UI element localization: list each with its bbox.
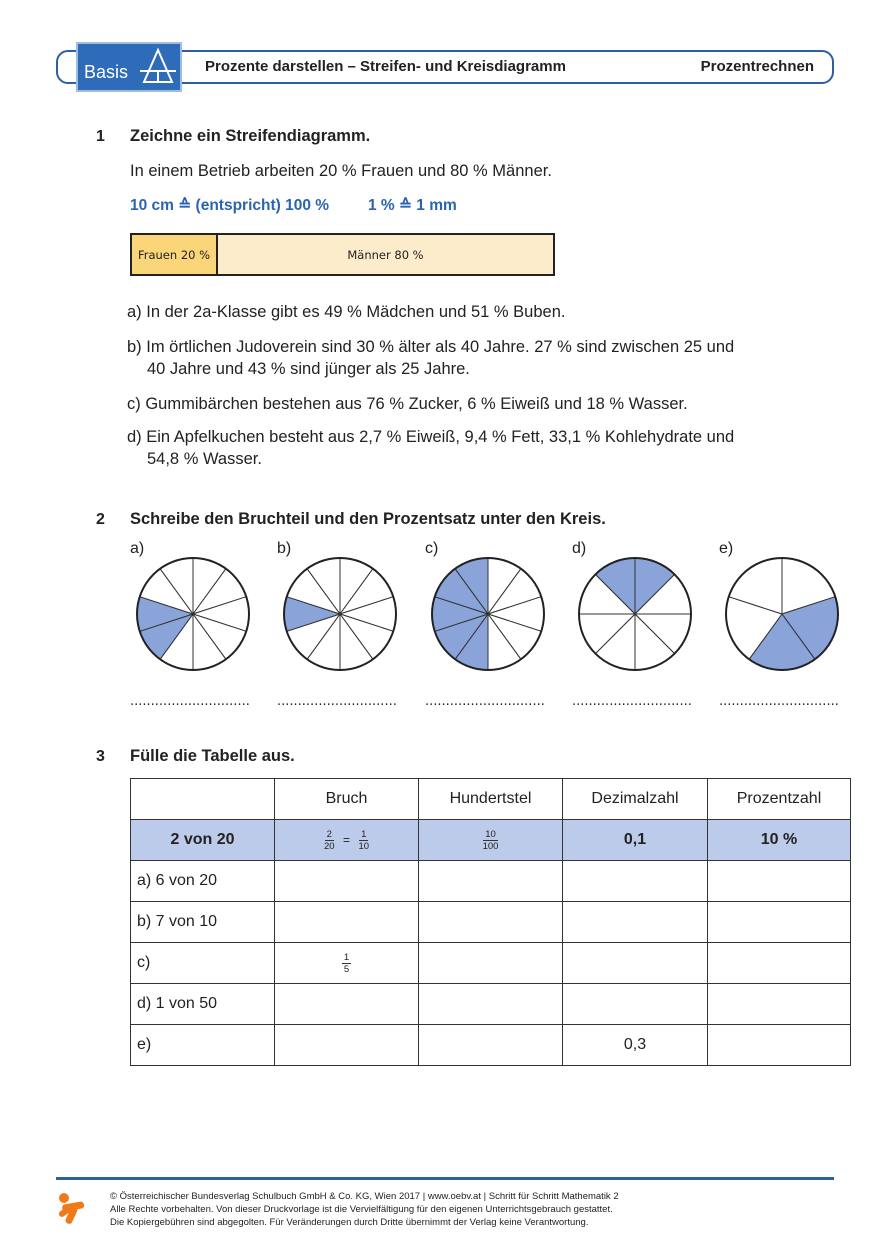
item-text: Im örtlichen Judoverein sind 30 % älter als 40 Jahre. 27 % sind zwischen 25 und bbox=[146, 338, 735, 356]
copyright-line: Die Kopiergebühren sind abgegolten. Für Veränderungen durch Dritte übernimmt der Verlag keine Verantwortung. bbox=[110, 1217, 589, 1228]
circle-label: e) bbox=[719, 540, 734, 557]
row-label: c) bbox=[131, 943, 275, 984]
item-label: a) bbox=[127, 303, 142, 321]
stripe-diagram bbox=[130, 233, 555, 276]
circle-label: c) bbox=[425, 540, 439, 557]
answer-cell[interactable] bbox=[275, 1025, 419, 1066]
fraction bbox=[358, 829, 369, 852]
task-number: 1 bbox=[96, 128, 105, 145]
circle-label: d) bbox=[572, 540, 587, 557]
scale-note: 10 cm ≙ (entspricht) 100 % bbox=[130, 197, 330, 214]
item-text-cont: 40 Jahre und 43 % sind jünger als 25 Jahre. bbox=[147, 360, 470, 378]
table-header-cell: Prozentzahl bbox=[708, 779, 851, 820]
item-label: c) bbox=[127, 395, 141, 413]
equals-sign: = bbox=[342, 833, 350, 847]
table-header-cell: Hundertstel bbox=[419, 779, 563, 820]
item-text-cont: 54,8 % Wasser. bbox=[147, 450, 262, 468]
copyright-notice bbox=[110, 1190, 619, 1229]
answer-line[interactable]: ............................. bbox=[425, 694, 545, 709]
denominator: 100 bbox=[482, 840, 499, 852]
item-label: b) bbox=[127, 338, 142, 356]
scale-note-mm: 1 % ≙ 1 mm bbox=[368, 197, 457, 214]
answer-cell[interactable] bbox=[708, 861, 851, 902]
answer-cell[interactable] bbox=[419, 943, 563, 984]
subject-label: Prozentrechnen bbox=[700, 58, 814, 75]
table-header-cell: Bruch bbox=[275, 779, 419, 820]
answer-cell[interactable] bbox=[563, 861, 708, 902]
example-fraction bbox=[275, 820, 419, 861]
item-text: Gummibärchen bestehen aus 76 % Zucker, 6 % Eiweiß und 18 % Wasser. bbox=[145, 395, 688, 413]
fraction bbox=[483, 829, 499, 852]
task-item bbox=[127, 426, 827, 470]
item-text: Ein Apfelkuchen besteht aus 2,7 % Eiweiß, 9,4 % Fett, 33,1 % Kohlehydrate und bbox=[146, 428, 735, 446]
answer-cell[interactable] bbox=[419, 984, 563, 1025]
numerator: 10 bbox=[485, 828, 496, 840]
answer-line[interactable]: ............................. bbox=[719, 694, 839, 709]
table-example-row bbox=[131, 820, 851, 861]
level-label: Basis bbox=[84, 62, 129, 82]
table-header-cell: Dezimalzahl bbox=[563, 779, 708, 820]
page-title: Prozente darstellen – Streifen- und Kreisdiagramm bbox=[205, 58, 566, 75]
row-label: d) 1 von 50 bbox=[131, 984, 275, 1025]
item-label: d) bbox=[127, 428, 142, 446]
fraction bbox=[324, 829, 335, 852]
circle-diagram bbox=[280, 554, 400, 674]
answer-cell[interactable] bbox=[563, 902, 708, 943]
answer-cell[interactable] bbox=[419, 1025, 563, 1066]
table-row bbox=[131, 943, 851, 984]
table-row bbox=[131, 984, 851, 1025]
answer-cell[interactable] bbox=[563, 943, 708, 984]
answer-cell[interactable] bbox=[275, 984, 419, 1025]
example-decimal: 0,1 bbox=[563, 820, 708, 861]
given-decimal-cell: 0,3 bbox=[563, 1025, 708, 1066]
circle-diagram bbox=[133, 554, 253, 674]
denominator: 20 bbox=[323, 840, 335, 852]
task-item bbox=[127, 301, 827, 323]
task-number: 2 bbox=[96, 511, 105, 528]
example-hundredths bbox=[419, 820, 563, 861]
answer-line[interactable]: ............................. bbox=[277, 694, 397, 709]
task-intro: In einem Betrieb arbeiten 20 % Frauen und 80 % Männer. bbox=[130, 162, 552, 180]
stripe-segment-men: Männer 80 % bbox=[218, 235, 553, 274]
circle-label: a) bbox=[130, 540, 145, 557]
numerator: 2 bbox=[326, 828, 332, 840]
task-heading: Fülle die Tabelle aus. bbox=[130, 747, 295, 765]
answer-line[interactable]: ............................. bbox=[572, 694, 692, 709]
table-row bbox=[131, 902, 851, 943]
answer-line[interactable]: ............................. bbox=[130, 694, 250, 709]
answer-cell[interactable] bbox=[708, 1025, 851, 1066]
circle-diagram bbox=[722, 554, 842, 674]
answer-cell[interactable] bbox=[708, 943, 851, 984]
answer-cell[interactable] bbox=[563, 984, 708, 1025]
row-label: b) 7 von 10 bbox=[131, 902, 275, 943]
table-row bbox=[131, 1025, 851, 1066]
stripe-segment-women: Frauen 20 % bbox=[132, 235, 218, 274]
fraction bbox=[342, 952, 351, 975]
answer-cell[interactable] bbox=[708, 902, 851, 943]
circle-diagram bbox=[428, 554, 548, 674]
answer-cell[interactable] bbox=[275, 902, 419, 943]
circle-diagram bbox=[575, 554, 695, 674]
task-heading: Schreibe den Bruchteil und den Prozentsatz unter den Kreis. bbox=[130, 510, 606, 528]
answer-cell[interactable] bbox=[419, 861, 563, 902]
task-item bbox=[127, 336, 827, 380]
answer-cell[interactable] bbox=[708, 984, 851, 1025]
table-row bbox=[131, 861, 851, 902]
footer-divider bbox=[56, 1177, 834, 1180]
conversion-table bbox=[130, 778, 851, 1066]
publisher-logo-icon bbox=[54, 1190, 90, 1226]
row-label: e) bbox=[131, 1025, 275, 1066]
table-header-cell bbox=[131, 779, 275, 820]
copyright-line: © Österreichischer Bundesverlag Schulbuch GmbH & Co. KG, Wien 2017 | www.oebv.at | Schritt für Schritt Mathematik 2 bbox=[110, 1191, 619, 1202]
copyright-line: Alle Rechte vorbehalten. Von dieser Druckvorlage ist die Vervielfältigung für den eigenen Unterrichtsgebrauch gestattet. bbox=[110, 1204, 613, 1215]
numerator: 1 bbox=[361, 828, 367, 840]
task-heading: Zeichne ein Streifendiagramm. bbox=[130, 127, 371, 145]
example-label: 2 von 20 bbox=[131, 820, 275, 861]
given-fraction-cell bbox=[275, 943, 419, 984]
task-number: 3 bbox=[96, 748, 105, 765]
denominator: 5 bbox=[343, 963, 350, 975]
denominator: 10 bbox=[358, 840, 370, 852]
example-percent: 10 % bbox=[708, 820, 851, 861]
item-text: In der 2a-Klasse gibt es 49 % Mädchen und 51 % Buben. bbox=[146, 303, 566, 321]
numerator: 1 bbox=[343, 951, 350, 963]
table-header-row bbox=[131, 779, 851, 820]
answer-cell[interactable] bbox=[275, 861, 419, 902]
row-label: a) 6 von 20 bbox=[131, 861, 275, 902]
answer-cell[interactable] bbox=[419, 902, 563, 943]
circle-label: b) bbox=[277, 540, 292, 557]
task-item bbox=[127, 393, 827, 415]
